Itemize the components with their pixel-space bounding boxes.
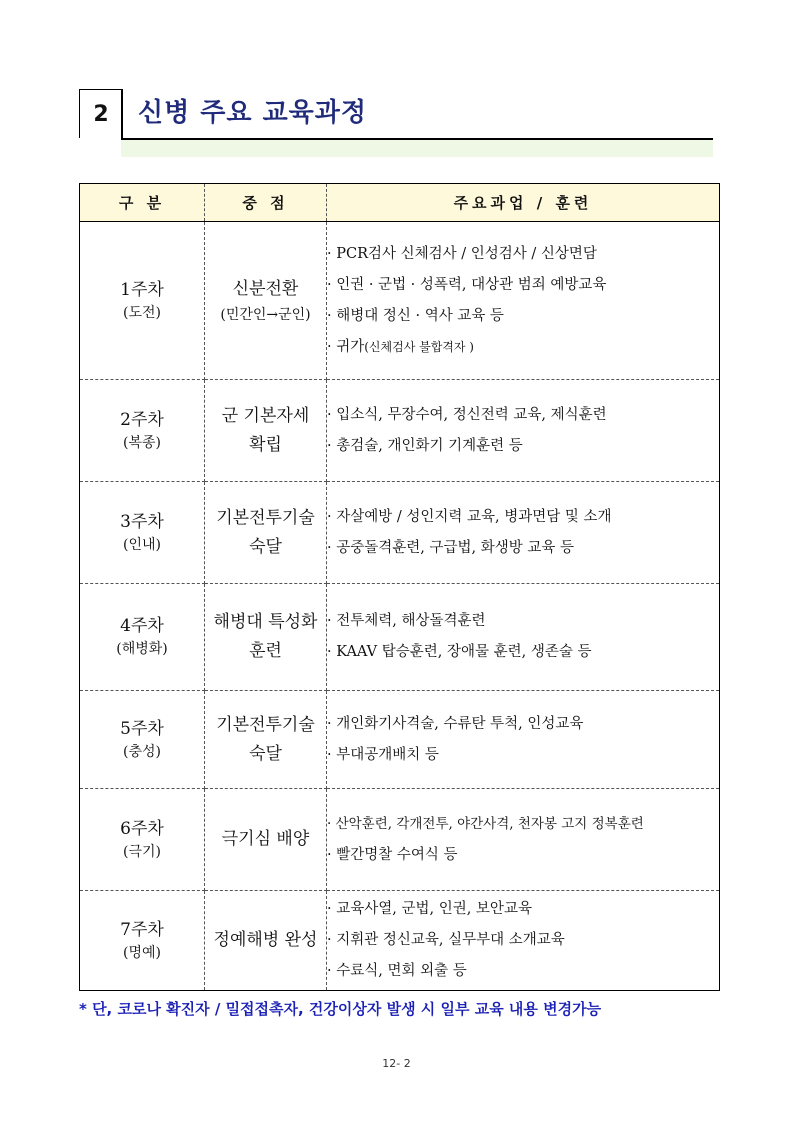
table-row	[80, 691, 720, 789]
week-theme: (명예)	[123, 944, 161, 961]
task-item: · 개인화기사격술, 수류탄 투척, 인성교육	[327, 715, 584, 732]
focus-label: 기본전투기술	[216, 507, 315, 528]
focus-cell	[205, 584, 327, 691]
tasks-cell	[327, 891, 720, 991]
task-item: · 부대공개배치 등	[327, 746, 439, 763]
section-title: 신병 주요 교육과정	[138, 98, 368, 128]
table-row	[80, 222, 720, 380]
week-label: 3주차	[120, 511, 164, 532]
tasks-cell	[327, 222, 720, 380]
week-cell	[80, 380, 205, 482]
task-item: · 산악훈련, 각개전투, 야간사격, 천자봉 고지 정복훈련	[327, 815, 644, 832]
focus-cell	[205, 789, 327, 891]
task-item-text: · 귀가	[327, 338, 365, 355]
focus-label-line2: 숙달	[249, 536, 282, 557]
footnote: * 단, 코로나 확진자 / 밀접접촉자, 건강이상자 발생 시 일부 교육 내용 변경가능	[79, 1000, 602, 1018]
week-theme: (극기)	[123, 843, 161, 860]
title-highlight-band	[121, 140, 713, 157]
week-cell	[80, 222, 205, 380]
task-item: · 해병대 정신 · 역사 교육 등	[327, 307, 504, 324]
task-item: · 인권 · 군법 · 성폭력, 대상관 범죄 예방교육	[327, 276, 607, 293]
tasks-cell	[327, 789, 720, 891]
table-row	[80, 584, 720, 691]
week-theme: (인내)	[123, 536, 161, 553]
task-item: · PCR검사 신체검사 / 인성검사 / 신상면담	[327, 245, 597, 262]
task-item: · 지휘관 정신교육, 실무부대 소개교육	[327, 932, 565, 948]
week-cell	[80, 891, 205, 991]
week-label: 2주차	[120, 409, 164, 430]
task-item: · 수료식, 면회 외출 등	[327, 963, 467, 979]
task-item: · 자살예방 / 성인지력 교육, 병과면담 및 소개	[327, 508, 612, 525]
focus-cell	[205, 691, 327, 789]
page-number: 12- 2	[382, 1057, 411, 1070]
focus-cell	[205, 222, 327, 380]
task-item: · 교육사열, 군법, 인권, 보안교육	[327, 901, 532, 917]
week-theme: (충성)	[123, 743, 161, 760]
week-cell	[80, 789, 205, 891]
table-row	[80, 789, 720, 891]
focus-label-line2: 훈련	[249, 641, 282, 661]
task-item: · 전투체력, 해상돌격훈련	[327, 613, 486, 629]
header-tasks: 주요과업 / 훈련	[327, 184, 720, 222]
week-label: 6주차	[120, 818, 164, 839]
week-cell	[80, 482, 205, 584]
task-item: · 입소식, 무장수여, 정신전력 교육, 제식훈련	[327, 406, 607, 423]
task-item	[327, 332, 719, 363]
training-schedule-table	[79, 183, 720, 991]
focus-label: 신분전환	[232, 279, 299, 299]
week-label: 7주차	[120, 919, 164, 940]
task-item: · 공중돌격훈련, 구급법, 화생방 교육 등	[327, 539, 574, 556]
focus-cell	[205, 380, 327, 482]
focus-label: 군 기본자세	[221, 405, 310, 426]
tasks-cell	[327, 380, 720, 482]
week-theme: (복종)	[123, 434, 161, 451]
table-header-row	[80, 184, 720, 222]
week-cell	[80, 691, 205, 789]
task-item-note: (신체검사 불합격자 )	[364, 339, 474, 354]
tasks-cell	[327, 584, 720, 691]
header-category: 구 분	[80, 184, 205, 222]
focus-label-line2: 확립	[249, 434, 282, 455]
table-row	[80, 482, 720, 584]
week-label: 1주차	[120, 279, 164, 300]
tasks-cell	[327, 691, 720, 789]
focus-cell	[205, 482, 327, 584]
task-item: · 빨간명찰 수여식 등	[327, 846, 458, 863]
week-label: 4주차	[120, 616, 164, 636]
week-cell	[80, 584, 205, 691]
week-theme: (해병화)	[116, 641, 168, 657]
week-theme: (도전)	[123, 304, 161, 321]
focus-label-line2: 숙달	[249, 743, 282, 764]
focus-cell	[205, 891, 327, 991]
table-row	[80, 380, 720, 482]
task-item: · 총검술, 개인화기 기계훈련 등	[327, 437, 523, 454]
header-focus: 중 점	[205, 184, 327, 222]
focus-label: 해병대 특성화	[213, 612, 318, 632]
task-item: · KAAV 탑승훈련, 장애물 훈련, 생존술 등	[327, 644, 592, 660]
table-row	[80, 891, 720, 991]
tasks-cell	[327, 482, 720, 584]
focus-sublabel: (민간인→군인)	[220, 307, 311, 323]
section-number: 2	[79, 89, 122, 138]
week-label: 5주차	[120, 718, 164, 739]
focus-label: 기본전투기술	[216, 714, 315, 735]
focus-label: 극기심 배양	[221, 829, 310, 849]
focus-label: 정예해병 완성	[213, 930, 318, 950]
section-divider	[121, 89, 123, 139]
